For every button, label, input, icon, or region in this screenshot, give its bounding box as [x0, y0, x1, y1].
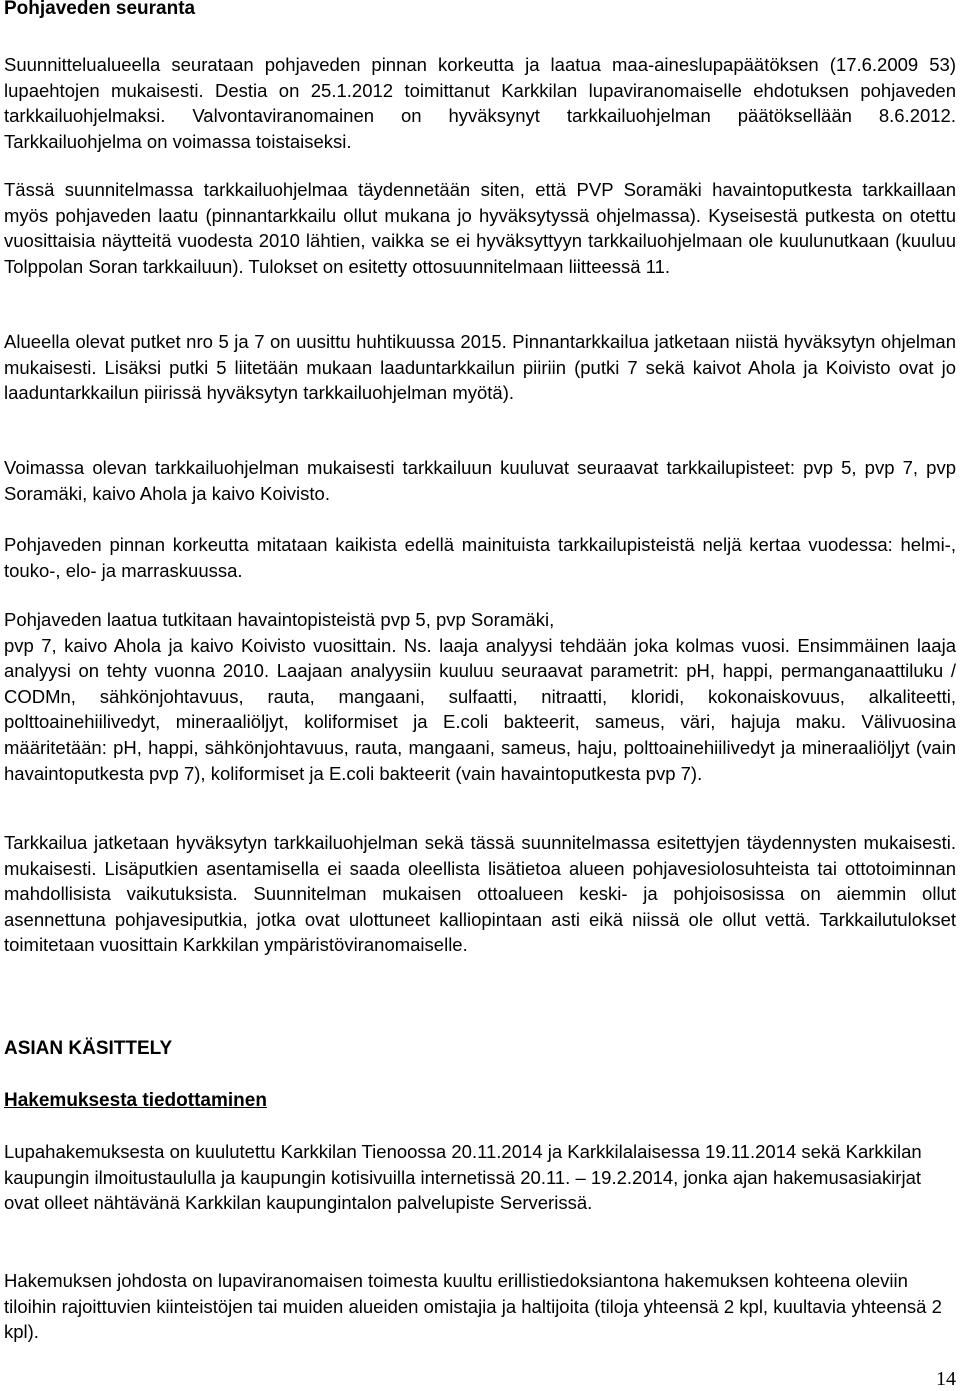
paragraph-monitoring-points: Voimassa olevan tarkkailuohjelman mukaisesti tarkkailuun kuuluvat seuraavat tarkkailupisteet: pvp 5, pvp 7, pvp Soramäki, kaivo Ahola ja kaivo Koivisto. — [4, 457, 956, 504]
subsection-title: Hakemuksesta tiedottaminen — [4, 1090, 267, 1111]
page-number: 14 — [936, 1368, 956, 1390]
section-title: Pohjaveden seuranta — [4, 0, 196, 19]
paragraph-hearing: Hakemuksen johdosta on lupaviranomaisen toimesta kuultu erillistiedoksiantona hakemuksen kohteena oleviin tiloihin rajoittuvien kiinteistöjen tai muiden alueiden omistajia ja haltijoita (tiloja yhteensä 2 kpl, kuultavia yhteensä 2 kpl). — [4, 1270, 942, 1343]
paragraph-water-quality — [4, 607, 956, 786]
paragraph-announcement: Lupahakemuksesta on kuulutettu Karkkilan Tienoossa 20.11.2014 ja Karkkilalaisessa 19.11.2014 sekä Karkkilan kaupungin ilmoitustaululla ja kaupungin kotisivuilla internetissä 20.11. – 19.2.2014, jonka ajan hakemusasiakirjat ovat olleet nähtävänä Karkkilan kaupungintalon palvelupiste Serverissä. — [4, 1141, 922, 1214]
paragraph-water-level: Pohjaveden pinnan korkeutta mitataan kaikista edellä mainituista tarkkailupisteistä neljä kertaa vuodessa: helmi-, touko-, elo- ja marraskuussa. — [4, 534, 956, 581]
quality-line-1: Pohjaveden laatua tutkitaan havaintopisteistä pvp 5, pvp Soramäki, — [4, 609, 555, 630]
paragraph-supplement: Tässä suunnitelmassa tarkkailuohjelmaa täydennetään siten, että PVP Soramäki havaintoputkesta tarkkaillaan myös pohjaveden laatu (pinnantarkkailu ollut mukana jo hyväksytyssä ohjelmassa). Kyseisestä putkesta on otettu vuosittaisia näytteitä vuodesta 2010 lähtien, vaikka se ei hyväksyttyyn tarkkailuohjelmaan ole kuulunutkaan (kuuluu Tolppolan Soran tarkkailuun). Tulokset on esitetty ottosuunnitelmaan liitteessä 11. — [4, 179, 956, 277]
quality-rest: pvp 7, kaivo Ahola ja kaivo Koivisto vuosittain. Ns. laaja analyysi tehdään joka kolmas vuosi. Ensimmäinen laaja analyysi on tehty vuonna 2010. Laajaan analyysiin kuuluu seuraavat parametrit: pH, happi, permanganaattiluku / CODMn, sähkönjohtavuus, rauta, mangaani, sulfaatti, nitraatti, kloridi, kokonaiskovuus, alkaliteetti, polttoainehiilivedyt, mineraaliöljyt, koliformiset ja E.coli bakteerit, sameus, väri, hajuja maku. Välivuosina määritetään: pH, happi, sähkönjohtavuus, rauta, mangaani, sameus, haju, polttoainehiilivedyt ja mineraaliöljyt (vain havaintoputkesta pvp 7), koliformiset ja E.coli bakteerit (vain havaintoputkesta pvp 7). — [4, 634, 956, 784]
paragraph-closing: Tarkkailua jatketaan hyväksytyn tarkkailuohjelman sekä tässä suunnitelmassa esitettyjen täydennysten mukaisesti. mukaisesti. Lisäputkien asentamisella ei saada oleellista lisätietoa alueen pohjavesiolosuhteista tai ottotoiminnan mahdollisista vaikutuksista. Suunnitelman mukaisen ottoalueen keski- ja pohjoisosissa on aiemmin ollut asennettuna pohjavesiputkia, jotka ovat ulottuneet kalliopintaan asti eikä niissä ole ollut vettä. Tarkkailutulokset toimitetaan vuosittain Karkkilan ympäristöviranomaiselle. — [4, 832, 956, 956]
paragraph-intro: Suunnittelualueella seurataan pohjaveden pinnan korkeutta ja laatua maa-aineslupapäätöksen (17.6.2009 53) lupaehtojen mukaisesti. Destia on 25.1.2012 toimittanut Karkkilan lupaviranomaiselle ehdotuksen pohjaveden tarkkailuohjelmaksi. Valvontaviranomainen on hyväksynyt tarkkailuohjelman päätöksellään 8.6.2012. Tarkkailuohjelma on voimassa toistaiseksi. — [4, 54, 956, 152]
section-title-asian-kasittely: ASIAN KÄSITTELY — [4, 1038, 173, 1059]
paragraph-wells-renewed: Alueella olevat putket nro 5 ja 7 on uusittu huhtikuussa 2015. Pinnantarkkailua jatketaan niistä hyväksytyn ohjelman mukaisesti. Lisäksi putki 5 liitetään mukaan laaduntarkkailun piiriin (putki 7 sekä kaivot Ahola ja Koivisto ovat jo laaduntarkkailun piirissä hyväksytyn tarkkailuohjelman myötä). — [4, 331, 956, 404]
